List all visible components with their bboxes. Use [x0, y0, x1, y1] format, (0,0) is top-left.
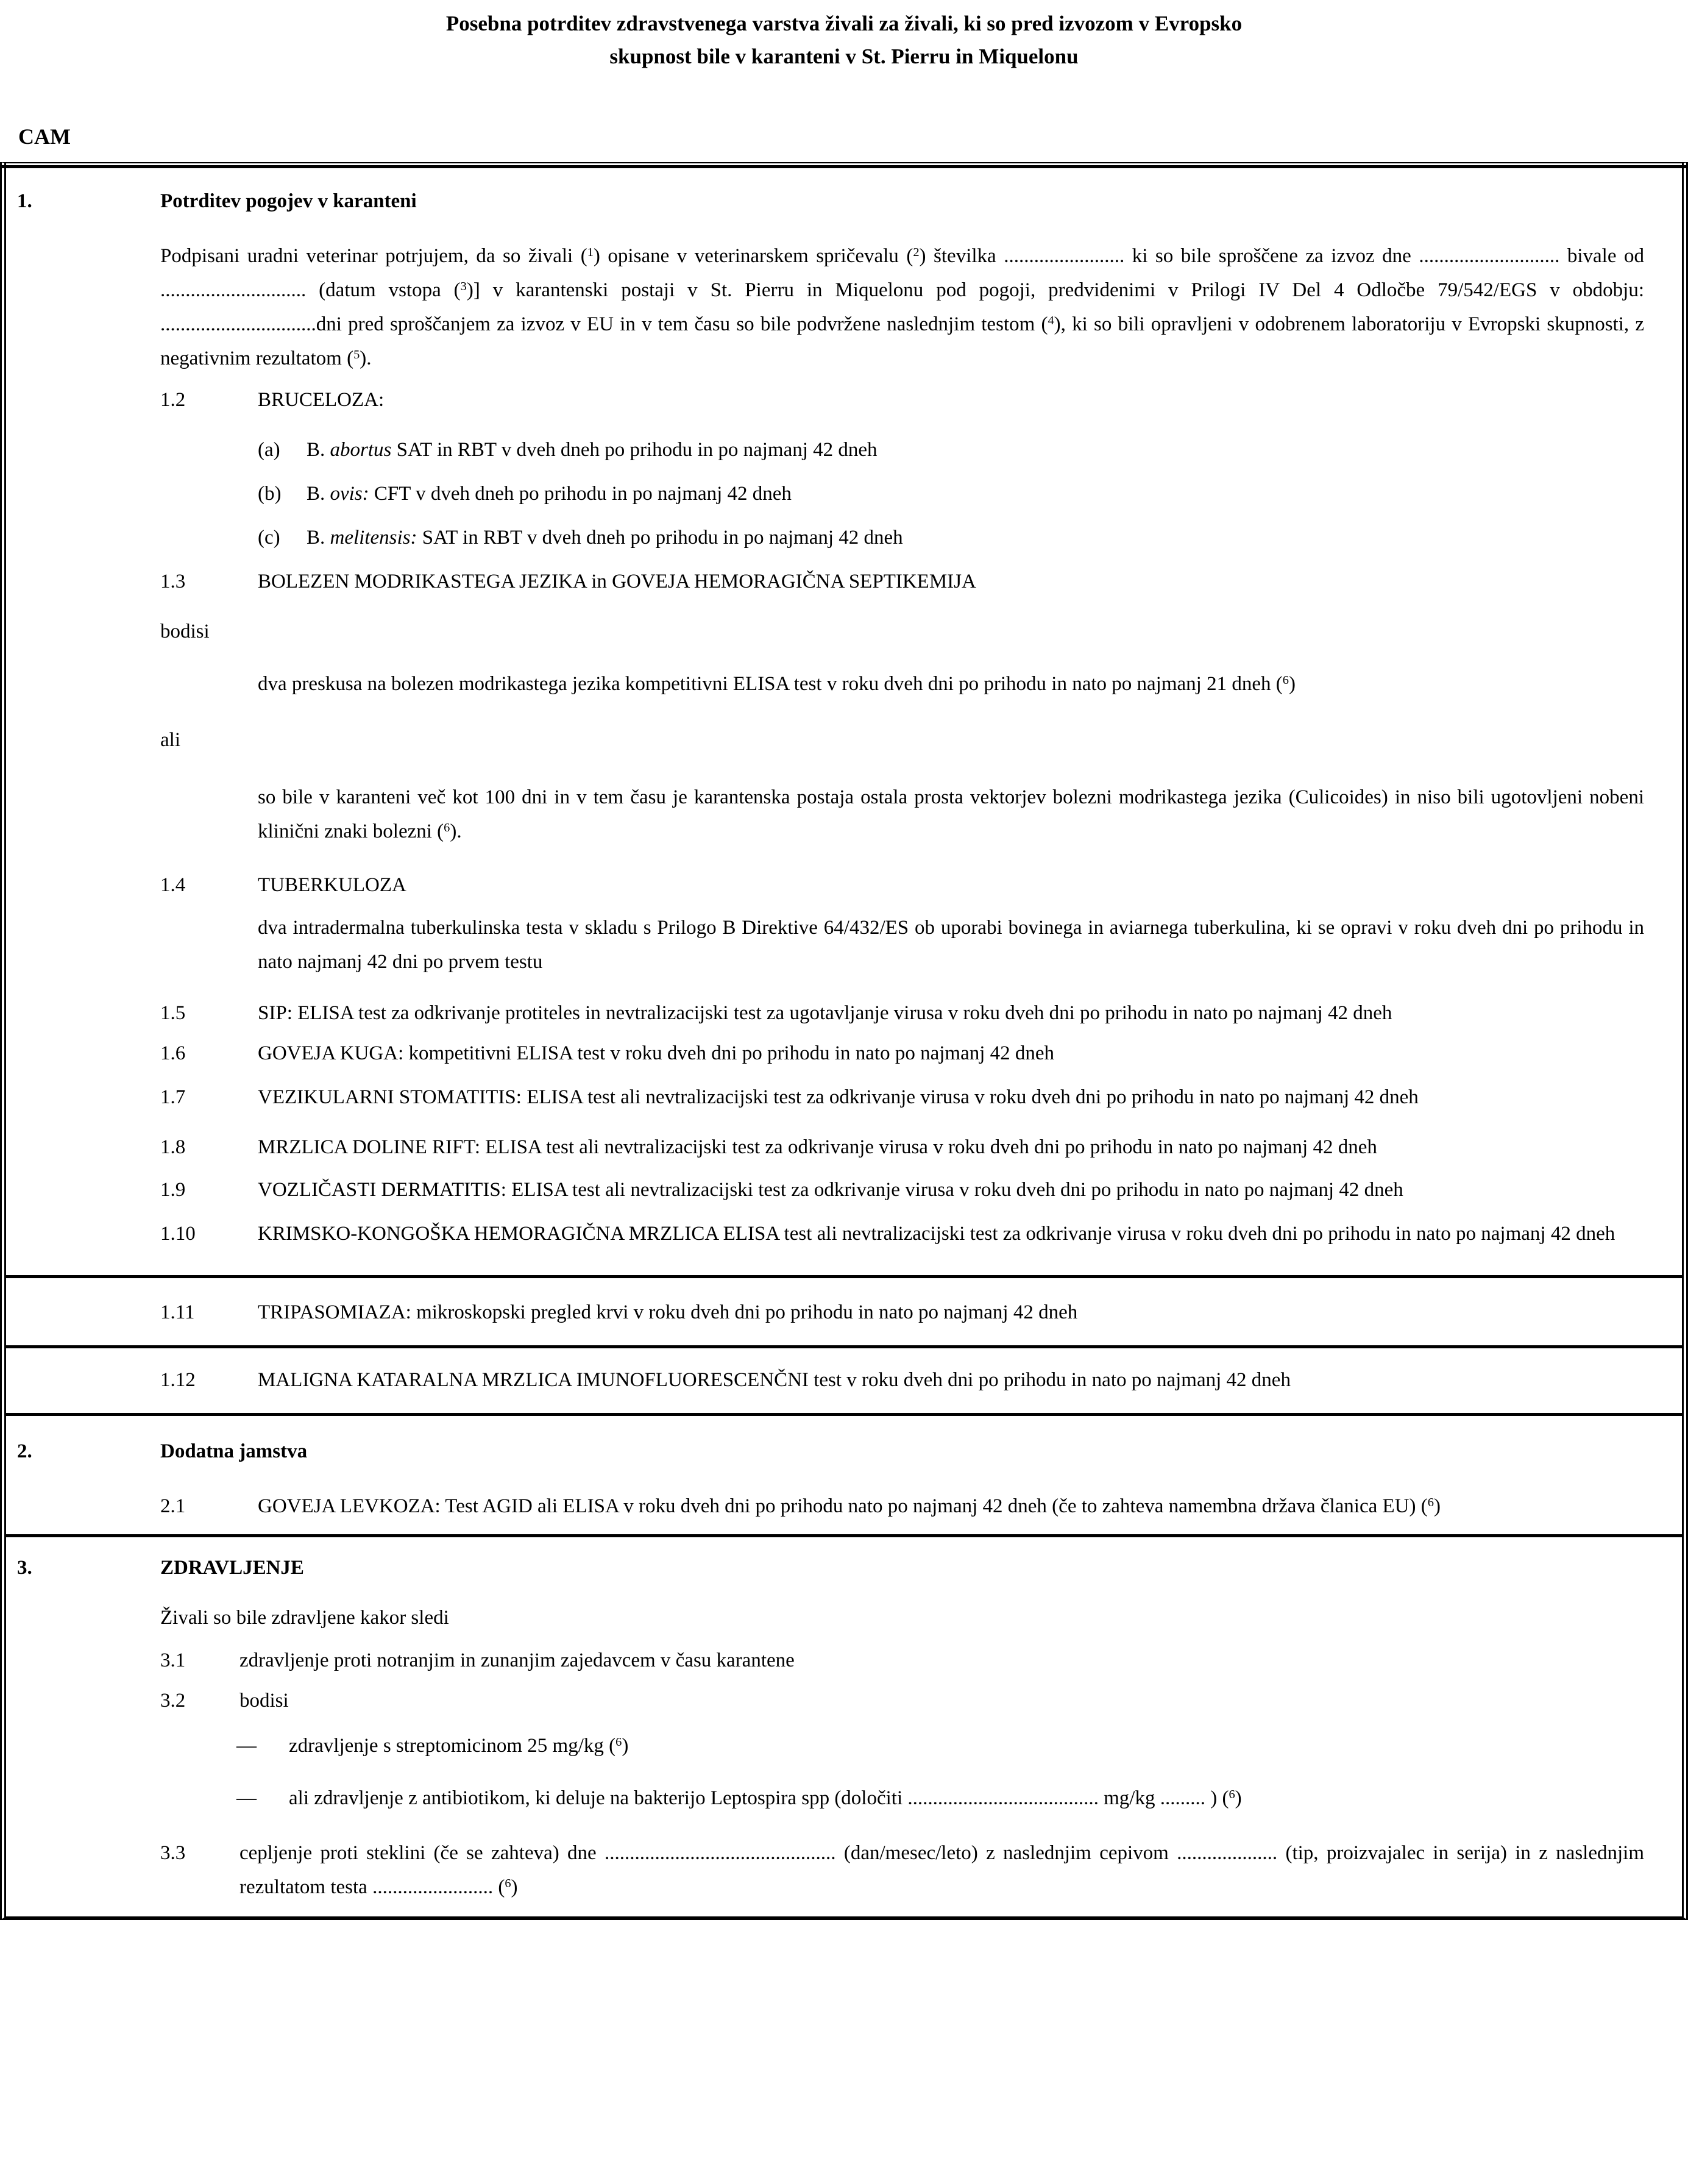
item-1-8	[160, 1130, 1682, 1164]
corner-code: CAM	[18, 124, 71, 149]
item-number: 3.	[17, 1557, 32, 1579]
item-text: BRUCELOZA:	[258, 389, 385, 411]
item-1-2-b	[258, 477, 1682, 511]
item-number: 1.12	[160, 1369, 196, 1391]
section-separator-3	[6, 1413, 1682, 1416]
item-text: GOVEJA KUGA: kompetitivni ELISA test v roku dveh dni po prihodu in nato po najmanj 42 dneh	[258, 1042, 1055, 1064]
item-1-3-option-1	[258, 667, 1682, 701]
item-3-1	[160, 1643, 1682, 1677]
item-text: VEZIKULARNI STOMATITIS: ELISA test ali nevtralizacijski test za odkrivanje virusa v roku dveh dni po prihodu in nato po najmanj 42 dneh	[258, 1086, 1419, 1108]
item-text: ali	[160, 729, 180, 751]
item-text: ZDRAVLJENJE	[160, 1557, 304, 1579]
item-number: 3.3	[160, 1842, 186, 1864]
item-number: —	[236, 1787, 257, 1809]
intro-paragraph	[160, 239, 1682, 375]
item-text: TUBERKULOZA	[258, 874, 406, 896]
item-text: dva intradermalna tuberkulinska testa v skladu s Prilogo B Direktive 64/432/ES ob uporabi bovinega in aviarnega tuberkulina, ki se opravi v roku dveh dni po prihodu in nato najmanj 42 dni po prvem testu	[258, 917, 1644, 973]
item-text: B. ovis: CFT v dveh dneh po prihodu in po najmanj 42 dneh	[307, 483, 792, 505]
item-text: dva preskusa na bolezen modrikastega jezika kompetitivni ELISA test v roku dveh dni po prihodu in nato po najmanj 21 dneh ($^6$)	[258, 673, 1296, 695]
item-text: KRIMSKO-KONGOŠKA HEMORAGIČNA MRZLICA ELISA test ali nevtralizacijski test za odkrivanje virusa v roku dveh dni po prihodu in nato po najmanj 42 dneh	[258, 1223, 1615, 1245]
section-separator-4	[6, 1534, 1682, 1537]
item-number: 3.2	[160, 1690, 186, 1712]
section-separator-1	[6, 1275, 1682, 1278]
item-number: 1.7	[160, 1086, 186, 1108]
item-3-2-option-2	[236, 1781, 1682, 1815]
item-3-3	[160, 1836, 1682, 1904]
item-number: (b)	[258, 483, 282, 505]
item-number: 1.8	[160, 1136, 186, 1158]
item-number: 1.	[17, 190, 32, 212]
section-1-heading	[6, 184, 1682, 218]
section-3-heading	[6, 1551, 1682, 1585]
treatment-intro	[160, 1601, 1682, 1635]
item-text: Dodatna jamstva	[160, 1440, 308, 1462]
alternative-label-bodisi	[160, 614, 1682, 649]
page-header	[0, 0, 1688, 149]
document-title-line1: Posebna potrditev zdravstvenega varstva živali za živali, ki so pred izvozom v Evropsko	[445, 12, 1243, 35]
item-1-4-text	[258, 911, 1682, 979]
item-text: Podpisani uradni veterinar potrjujem, da so živali ($^1$) opisane v veterinarskem spričevalu ($^2$) številka ........................ ki so bile sproščene za izvoz dne ............................ bivale od ............................. (datum vstopa ($^3$)] v karantenski postaji v St. Pierru in Miquelonu pod pogoji, predvidenimi v Prilogi IV Del 4 Odločbe 79/542/EGS v obdobju: ...............................dni pred sproščanjem za izvoz v EU in v tem času so bile podvržene naslednjim testom ($^4$), ki so bili opravljeni v odobrenem laboratoriju v Evropski skupnosti, z negativnim rezultatom ($^5$).	[160, 245, 1645, 369]
item-text: cepljenje proti steklini (če se zahteva) dne .............................................. (dan/mesec/leto) z naslednjim cepivom .................... (tip, proizvajalec in serija) in z naslednjim rezultatom testa ........................ ($^6$)	[239, 1842, 1644, 1898]
item-text: bodisi	[160, 621, 210, 642]
item-number: 3.1	[160, 1649, 186, 1671]
item-number: 1.2	[160, 389, 186, 411]
section-separator-2	[6, 1345, 1682, 1348]
item-1-12	[160, 1363, 1682, 1397]
item-number: (a)	[258, 439, 280, 461]
item-1-2-a	[258, 433, 1682, 467]
item-1-5	[160, 996, 1682, 1030]
item-text: MRZLICA DOLINE RIFT: ELISA test ali nevtralizacijski test za odkrivanje virusa v roku dveh dni po prihodu in nato po najmanj 42 dneh	[258, 1136, 1377, 1158]
item-text: ali zdravljenje z antibiotikom, ki deluje na bakterijo Leptospira spp (določiti ...................................... mg/kg ......... ) ($^6$)	[289, 1787, 1242, 1809]
item-1-6	[160, 1036, 1682, 1070]
item-3-2-option-1	[236, 1729, 1682, 1763]
item-number: 1.5	[160, 1002, 186, 1024]
item-text: Živali so bile zdravljene kakor sledi	[160, 1607, 449, 1629]
item-text: bodisi	[239, 1690, 289, 1712]
item-text: TRIPASOMIAZA: mikroskopski pregled krvi v roku dveh dni po prihodu in nato po najmanj 42 dneh	[258, 1301, 1078, 1323]
item-number: 2.	[17, 1440, 32, 1462]
item-number: 1.9	[160, 1179, 186, 1201]
item-text: so bile v karanteni več kot 100 dni in v tem času je karantenska postaja ostala prosta vektorjev bolezni modrikastega jezika (Culicoides) in niso bili ugotovljeni nobeni klinični znaki bolezni ($^6$).	[258, 786, 1644, 842]
item-text: VOZLIČASTI DERMATITIS: ELISA test ali nevtralizacijski test za odkrivanje virusa v roku dveh dni po prihodu in nato po najmanj 42 dneh	[258, 1179, 1403, 1201]
item-text: GOVEJA LEVKOZA: Test AGID ali ELISA v roku dveh dni po prihodu nato po najmanj 42 dneh (če to zahteva namembna država članica EU) ($^6$)	[258, 1495, 1441, 1517]
item-3-2	[160, 1684, 1682, 1718]
item-1-7	[160, 1080, 1682, 1114]
item-number: 1.4	[160, 874, 186, 896]
item-1-10	[160, 1217, 1682, 1251]
alternative-label-ali	[160, 723, 1682, 757]
item-1-2	[160, 383, 1682, 417]
item-1-11	[160, 1295, 1682, 1329]
item-2-1	[160, 1489, 1682, 1523]
item-1-2-c	[258, 521, 1682, 555]
item-1-9	[160, 1173, 1682, 1207]
item-1-3	[160, 564, 1682, 599]
item-number: (c)	[258, 527, 280, 549]
item-number: 2.1	[160, 1495, 186, 1517]
section-2-heading	[6, 1434, 1682, 1468]
item-number: 1.10	[160, 1223, 196, 1245]
item-number: 1.6	[160, 1042, 186, 1064]
item-text: zdravljenje proti notranjim in zunanjim zajedavcem v času karantene	[239, 1649, 795, 1671]
item-1-4	[160, 868, 1682, 902]
certificate-body	[0, 162, 1688, 1920]
item-text: MALIGNA KATARALNA MRZLICA IMUNOFLUORESCENČNI test v roku dveh dni po prihodu in nato po najmanj 42 dneh	[258, 1369, 1291, 1391]
document-title-line2: skupnost bile v karanteni v St. Pierru in Miquelonu	[609, 44, 1079, 68]
item-text: B. abortus SAT in RBT v dveh dneh po prihodu in po najmanj 42 dneh	[307, 439, 878, 461]
item-text: zdravljenje s streptomicinom 25 mg/kg ($^6$)	[289, 1735, 629, 1757]
document-title	[0, 0, 1688, 73]
item-number: 1.11	[160, 1301, 195, 1323]
item-text: BOLEZEN MODRIKASTEGA JEZIKA in GOVEJA HEMORAGIČNA SEPTIKEMIJA	[258, 571, 976, 592]
item-1-3-option-2	[258, 780, 1682, 848]
item-number: —	[236, 1735, 257, 1757]
item-text: B. melitensis: SAT in RBT v dveh dneh po prihodu in po najmanj 42 dneh	[307, 527, 903, 549]
item-text: SIP: ELISA test za odkrivanje protiteles in nevtralizacijski test za ugotavljanje virusa v roku dveh dni po prihodu in nato po najmanj 42 dneh	[258, 1002, 1392, 1024]
item-text: Potrditev pogojev v karanteni	[160, 190, 417, 212]
item-number: 1.3	[160, 571, 186, 592]
